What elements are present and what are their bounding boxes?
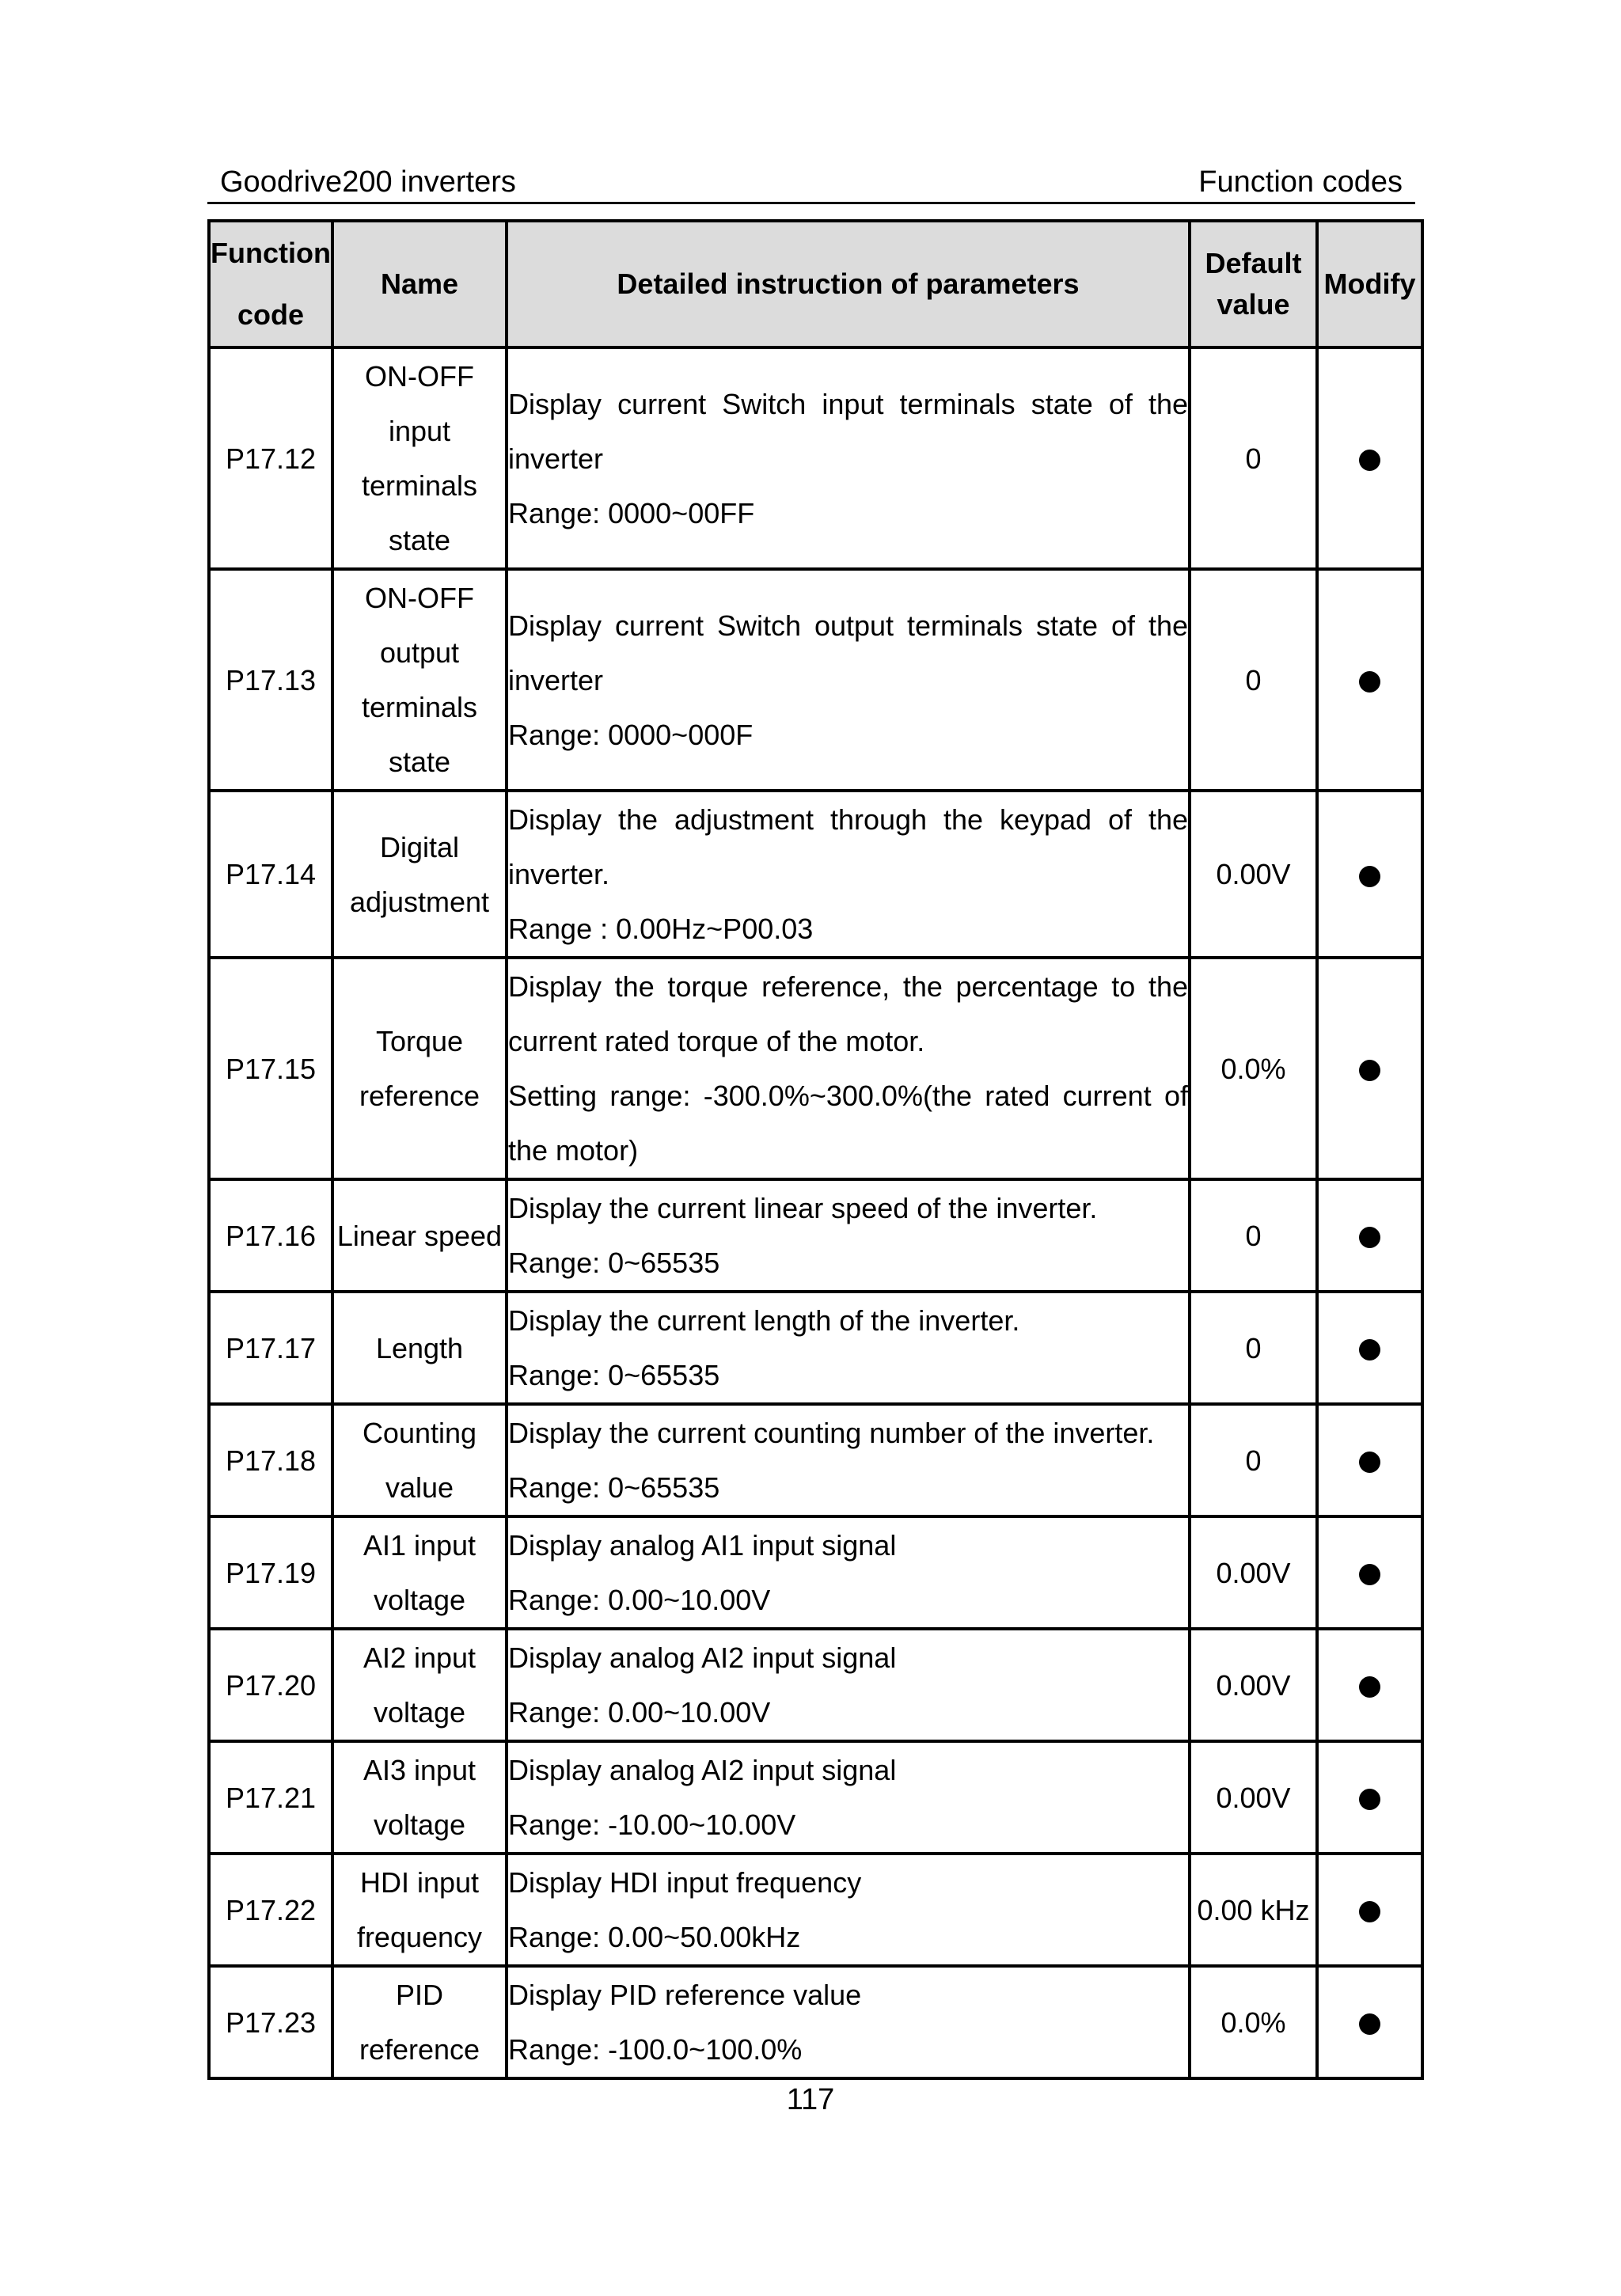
- function-code-cell: P17.20: [209, 1629, 332, 1741]
- column-header-name: Name: [332, 221, 507, 347]
- description-line: Display analog AI1 input signal: [508, 1529, 897, 1562]
- column-header-default: Default value: [1190, 221, 1317, 347]
- description-line: Display HDI input frequency: [508, 1866, 862, 1899]
- default-value-cell: 0.00V: [1190, 791, 1317, 958]
- table-row: [209, 1179, 1422, 1292]
- description-line: Range: 0000~00FF: [508, 496, 755, 529]
- function-code-cell: P17.19: [209, 1516, 332, 1629]
- description-line: Display the current counting number of the inverter.: [508, 1417, 1155, 1449]
- table-row: [209, 347, 1422, 569]
- function-code-cell: P17.17: [209, 1292, 332, 1404]
- filled-circle-icon: [1359, 866, 1380, 887]
- filled-circle-icon: [1359, 1676, 1380, 1698]
- table-row: [209, 569, 1422, 791]
- parameter-name-cell: ON-OFF input terminals state: [332, 347, 507, 569]
- column-header-code: Function code: [209, 221, 332, 347]
- filled-circle-icon: [1359, 1901, 1380, 1922]
- parameter-name-cell: AI3 input voltage: [332, 1741, 507, 1854]
- parameter-name-cell: Digital adjustment: [332, 791, 507, 958]
- default-value-cell: 0.0%: [1190, 1966, 1317, 2078]
- function-code-cell: P17.21: [209, 1741, 332, 1854]
- parameter-name-cell: AI2 input voltage: [332, 1629, 507, 1741]
- description-line: Display analog AI2 input signal: [508, 1641, 897, 1674]
- table-body: [209, 347, 1422, 2078]
- parameter-description-cell: [507, 1741, 1190, 1854]
- description-line: Range: 0~65535: [508, 1359, 720, 1391]
- modify-cell: [1317, 1741, 1422, 1854]
- default-value-cell: 0.00V: [1190, 1516, 1317, 1629]
- default-value-cell: 0: [1190, 347, 1317, 569]
- description-line: Range: 0.00~50.00kHz: [508, 1921, 801, 1953]
- function-code-cell: P17.15: [209, 958, 332, 1179]
- header-product-title: Goodrive200 inverters: [220, 165, 516, 199]
- parameter-description-cell: [507, 1179, 1190, 1292]
- parameter-description-cell: [507, 1404, 1190, 1516]
- table-row: [209, 1966, 1422, 2078]
- default-value-cell: 0: [1190, 1292, 1317, 1404]
- parameter-name-cell: PID reference: [332, 1966, 507, 2078]
- filled-circle-icon: [1359, 450, 1380, 471]
- function-code-table: [207, 219, 1424, 2080]
- filled-circle-icon: [1359, 1452, 1380, 1473]
- description-line: Range : 0.00Hz~P00.03: [508, 913, 814, 945]
- description-line: Setting range: -300.0%~300.0%(the rated current of the motor): [508, 1080, 1188, 1167]
- parameter-description-cell: [507, 1854, 1190, 1966]
- modify-cell: [1317, 1854, 1422, 1966]
- filled-circle-icon: [1359, 1227, 1380, 1248]
- function-code-cell: P17.16: [209, 1179, 332, 1292]
- default-value-cell: 0: [1190, 1179, 1317, 1292]
- description-line: Display current Switch output terminals state of the inverter: [508, 609, 1188, 696]
- parameter-name-cell: ON-OFF output terminals state: [332, 569, 507, 791]
- parameter-name-cell: HDI input frequency: [332, 1854, 507, 1966]
- function-code-cell: P17.12: [209, 347, 332, 569]
- running-header: [207, 161, 1415, 204]
- modify-cell: [1317, 347, 1422, 569]
- parameter-description-cell: [507, 1629, 1190, 1741]
- table-row: [209, 1516, 1422, 1629]
- description-line: Display PID reference value: [508, 1979, 862, 2011]
- parameter-description-cell: [507, 791, 1190, 958]
- function-code-cell: P17.18: [209, 1404, 332, 1516]
- column-header-description: Detailed instruction of parameters: [507, 221, 1190, 347]
- table-row: [209, 1629, 1422, 1741]
- default-value-cell: 0.00 kHz: [1190, 1854, 1317, 1966]
- default-value-cell: 0.00V: [1190, 1629, 1317, 1741]
- parameter-name-cell: Counting value: [332, 1404, 507, 1516]
- table-header-row: [209, 221, 1422, 347]
- description-line: Display analog AI2 input signal: [508, 1754, 897, 1786]
- default-value-cell: 0.0%: [1190, 958, 1317, 1179]
- description-line: Display current Switch input terminals state of the inverter: [508, 387, 1188, 475]
- filled-circle-icon: [1359, 1789, 1380, 1810]
- function-code-cell: P17.14: [209, 791, 332, 958]
- filled-circle-icon: [1359, 671, 1380, 693]
- parameter-description-cell: [507, 1292, 1190, 1404]
- default-value-cell: 0.00V: [1190, 1741, 1317, 1854]
- function-code-cell: P17.13: [209, 569, 332, 791]
- filled-circle-icon: [1359, 1339, 1380, 1361]
- parameter-description-cell: [507, 1966, 1190, 2078]
- modify-cell: [1317, 1292, 1422, 1404]
- description-line: Range: 0000~000F: [508, 718, 754, 751]
- description-line: Range: 0~65535: [508, 1247, 720, 1279]
- table-row: [209, 1292, 1422, 1404]
- modify-cell: [1317, 1404, 1422, 1516]
- table-row: [209, 958, 1422, 1179]
- table-row: [209, 791, 1422, 958]
- parameter-description-cell: [507, 569, 1190, 791]
- default-value-cell: 0: [1190, 1404, 1317, 1516]
- modify-cell: [1317, 1179, 1422, 1292]
- filled-circle-icon: [1359, 2013, 1380, 2035]
- modify-cell: [1317, 791, 1422, 958]
- table-row: [209, 1404, 1422, 1516]
- page-number: 117: [786, 2083, 835, 2116]
- parameter-name-cell: Torque reference: [332, 958, 507, 1179]
- table-row: [209, 1854, 1422, 1966]
- parameter-description-cell: [507, 1516, 1190, 1629]
- function-code-cell: P17.22: [209, 1854, 332, 1966]
- modify-cell: [1317, 1629, 1422, 1741]
- default-value-cell: 0: [1190, 569, 1317, 791]
- header-section-title: Function codes: [1198, 165, 1403, 199]
- description-line: Display the current linear speed of the inverter.: [508, 1192, 1098, 1224]
- parameter-description-cell: [507, 347, 1190, 569]
- modify-cell: [1317, 1516, 1422, 1629]
- parameter-name-cell: Linear speed: [332, 1179, 507, 1292]
- filled-circle-icon: [1359, 1060, 1380, 1081]
- description-line: Range: -100.0~100.0%: [508, 2033, 803, 2066]
- function-code-cell: P17.23: [209, 1966, 332, 2078]
- description-line: Range: -10.00~10.00V: [508, 1808, 796, 1841]
- description-line: Display the torque reference, the percentage to the current rated torque of the motor.: [508, 970, 1188, 1057]
- description-line: Display the current length of the inverter.: [508, 1304, 1020, 1337]
- filled-circle-icon: [1359, 1564, 1380, 1585]
- description-line: Display the adjustment through the keypad of the inverter.: [508, 803, 1188, 890]
- modify-cell: [1317, 1966, 1422, 2078]
- parameter-description-cell: [507, 958, 1190, 1179]
- parameter-name-cell: AI1 input voltage: [332, 1516, 507, 1629]
- modify-cell: [1317, 958, 1422, 1179]
- description-line: Range: 0.00~10.00V: [508, 1584, 771, 1616]
- description-line: Range: 0.00~10.00V: [508, 1696, 771, 1729]
- table-row: [209, 1741, 1422, 1854]
- modify-cell: [1317, 569, 1422, 791]
- parameter-name-cell: Length: [332, 1292, 507, 1404]
- column-header-modify: Modify: [1317, 221, 1422, 347]
- description-line: Range: 0~65535: [508, 1471, 720, 1504]
